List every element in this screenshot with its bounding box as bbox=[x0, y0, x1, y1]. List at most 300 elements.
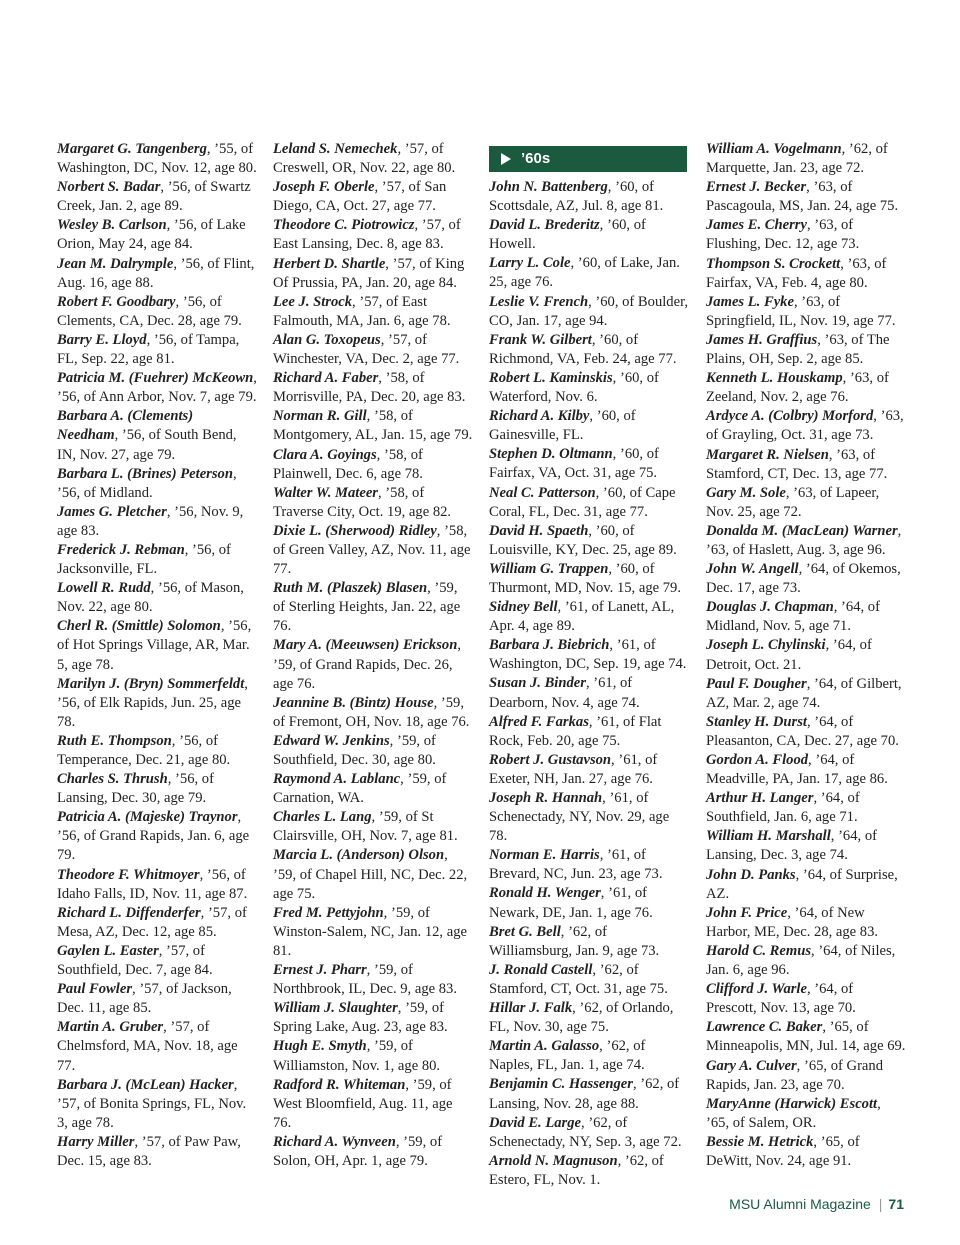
obituary-detail: , ’57, of Jackson, Dec. 11, age 85. bbox=[57, 981, 232, 1017]
obituary-name: William A. Vogelmann bbox=[706, 141, 842, 157]
obituary-entry bbox=[706, 522, 906, 560]
obituary-name: Marcia L. (Anderson) Olson bbox=[273, 847, 445, 864]
obituary-entry bbox=[489, 598, 689, 636]
obituary-detail: , ’58, of Traverse City, Oct. 19, age 82. bbox=[273, 484, 452, 520]
obituary-detail: , ’56, of Flint, Aug. 16, age 88. bbox=[57, 255, 255, 291]
obituary-detail: , ’57, of Winchester, VA, Dec. 2, age 77. bbox=[273, 331, 460, 368]
obituary-name: Gordon A. Flood bbox=[706, 752, 809, 768]
obituary-detail: , ’56, of Swartz Creek, Jan. 2, age 89. bbox=[57, 179, 251, 215]
obituary-entry bbox=[706, 369, 906, 407]
obituary-detail: , ’64, of New Harbor, ME, Dec. 28, age 83. bbox=[706, 904, 879, 940]
obituary-entry bbox=[273, 770, 473, 808]
obituary-detail: , ’57, of Creswell, OR, Nov. 22, age 80. bbox=[273, 141, 456, 177]
obituary-name: Frank W. Gilbert bbox=[489, 331, 592, 348]
obituary-detail: , ’60, of Lake, Jan. 25, age 76. bbox=[489, 255, 680, 291]
obituary-detail: , ’56, of Mason, Nov. 22, age 80. bbox=[57, 580, 244, 616]
obituary-detail: , ’64, of Surprise, AZ. bbox=[706, 866, 898, 902]
page-number: 71 bbox=[888, 1196, 904, 1212]
obituary-entry bbox=[706, 1057, 906, 1095]
obituary-entry bbox=[489, 751, 689, 789]
obituary-detail: , ’63, of Fairfax, VA, Feb. 4, age 80. bbox=[706, 255, 887, 291]
obituary-detail: , ’63, of Zeeland, Nov. 2, age 76. bbox=[706, 370, 889, 406]
obituary-detail: , ’64, of Gilbert, AZ, Mar. 2, age 74. bbox=[706, 675, 902, 711]
obituary-name: Dixie L. (Sherwood) Ridley bbox=[273, 522, 437, 539]
obituary-entry bbox=[57, 866, 257, 904]
obituary-name: Norbert S. Badar bbox=[57, 179, 161, 196]
obituary-detail: , ’63, of Grayling, Oct. 31, age 73. bbox=[706, 408, 904, 444]
obituary-detail: , ’57, of Mesa, AZ, Dec. 12, age 85. bbox=[57, 904, 247, 940]
obituary-name: J. Ronald Castell bbox=[489, 961, 593, 978]
obituary-entry bbox=[273, 579, 473, 636]
obituary-name: Cherl R. (Smittle) Solomon bbox=[57, 618, 221, 635]
footer-separator: | bbox=[878, 1196, 883, 1212]
obituary-detail: , ’56, of Lake Orion, May 24, age 84. bbox=[57, 217, 246, 253]
obituary-detail: , ’64, of Niles, Jan. 6, age 96. bbox=[706, 942, 896, 979]
obituary-detail: , ’60, of Louisville, KY, Dec. 25, age 89. bbox=[489, 522, 677, 558]
obituary-detail: , ’56, of Jacksonville, FL. bbox=[57, 541, 231, 578]
obituary-entry bbox=[57, 904, 257, 942]
obituary-name: Clifford J. Warle bbox=[706, 981, 807, 998]
obituary-detail: , ’59, of Carnation, WA. bbox=[273, 771, 447, 807]
obituary-detail: , ’60, of Howell. bbox=[489, 217, 646, 253]
obituary-entry bbox=[706, 140, 906, 178]
obituary-detail: , ’60, of Boulder, CO, Jan. 17, age 94. bbox=[489, 293, 688, 329]
obituary-detail: , ’56, of Idaho Falls, ID, Nov. 11, age 87. bbox=[57, 866, 248, 902]
obituary-name: Paul Fowler bbox=[57, 981, 133, 998]
obituary-entry bbox=[489, 484, 689, 522]
obituary-detail: , ’65, of Salem, OR. bbox=[706, 1095, 881, 1131]
obituary-name: Hugh E. Smyth bbox=[273, 1038, 367, 1055]
obituary-name: Ernest J. Pharr bbox=[273, 962, 367, 979]
obituary-entry bbox=[273, 904, 473, 961]
obituary-name: Ronald H. Wenger bbox=[489, 885, 601, 902]
obituary-name: Wesley B. Carlson bbox=[57, 217, 167, 234]
obituary-entry bbox=[489, 884, 689, 922]
obituary-entry bbox=[57, 808, 257, 865]
obituary-name: Barry E. Lloyd bbox=[57, 331, 147, 348]
obituary-entry bbox=[706, 331, 906, 369]
obituary-name: William G. Trappen bbox=[489, 560, 609, 577]
obituary-detail: , ’56, of Lansing, Dec. 30, age 79. bbox=[57, 771, 214, 807]
obituary-entry bbox=[489, 560, 689, 598]
obituary-entry bbox=[489, 331, 689, 369]
obituary-name: Alan G. Toxopeus bbox=[273, 331, 381, 348]
obituary-name: John W. Angell bbox=[706, 561, 799, 578]
obituary-detail: , ’56, of South Bend, IN, Nov. 27, age 79. bbox=[57, 427, 237, 463]
obituary-detail: , ’63, of Flushing, Dec. 12, age 73. bbox=[706, 217, 860, 253]
obituary-name: David L. Brederitz bbox=[489, 217, 600, 234]
obituary-name: Ardyce A. (Colbry) Morford bbox=[706, 408, 874, 425]
obituary-name: Joseph L. Chylinski bbox=[706, 637, 826, 654]
obituary-entry bbox=[489, 522, 689, 560]
obituary-entry bbox=[706, 675, 906, 713]
obituary-detail: , ’57, of East Falmouth, MA, Jan. 6, age 78. bbox=[273, 293, 451, 329]
obituary-detail: , ’64, of Detroit, Oct. 21. bbox=[706, 637, 872, 673]
obituary-name: Charles L. Lang bbox=[273, 809, 372, 826]
obituary-name: Thompson S. Crockett bbox=[706, 255, 841, 272]
obituary-name: Ernest J. Becker bbox=[706, 179, 807, 196]
obituary-detail: , ’64, of Southfield, Jan. 6, age 71. bbox=[706, 790, 860, 826]
obituary-entry bbox=[57, 541, 257, 579]
obituary-entry bbox=[489, 961, 689, 999]
obituary-detail: , ’62, of Marquette, Jan. 23, age 72. bbox=[706, 141, 888, 177]
obituary-entry bbox=[57, 1018, 257, 1075]
obituary-column-1 bbox=[57, 140, 257, 1171]
obituary-entry bbox=[489, 713, 689, 751]
obituary-detail: , ’64, of Midland, Nov. 5, age 71. bbox=[706, 599, 880, 635]
obituary-name: Walter W. Mateer bbox=[273, 484, 378, 501]
obituary-entry bbox=[57, 407, 257, 464]
obituary-entry bbox=[489, 1075, 689, 1113]
obituary-name: Susan J. Binder bbox=[489, 675, 586, 692]
obituary-entry bbox=[273, 846, 473, 903]
obituary-detail: , ’65, of Minneapolis, MN, Jul. 14, age 69. bbox=[706, 1019, 906, 1055]
obituary-detail: , ’60, of Scottsdale, AZ, Jul. 8, age 81. bbox=[489, 179, 664, 215]
obituary-name: Robert L. Kaminskis bbox=[489, 369, 613, 386]
obituary-entry bbox=[706, 560, 906, 598]
obituary-name: Hillar J. Falk bbox=[489, 1000, 573, 1017]
obituary-name: Marilyn J. (Bryn) Sommerfeldt bbox=[57, 675, 245, 692]
obituary-name: Neal C. Patterson bbox=[489, 484, 596, 501]
obituary-entry bbox=[273, 1037, 473, 1075]
obituary-name: Paul F. Dougher bbox=[706, 675, 807, 692]
obituary-name: John D. Panks bbox=[706, 866, 796, 883]
obituary-name: Sidney Bell bbox=[489, 599, 558, 616]
obituary-detail: , ’61, of Flat Rock, Feb. 20, age 75. bbox=[489, 713, 662, 749]
obituary-name: Alfred F. Farkas bbox=[489, 713, 589, 730]
obituary-entry bbox=[489, 1114, 689, 1152]
obituary-name: Gaylen L. Easter bbox=[57, 942, 159, 959]
obituary-name: Stanley H. Durst bbox=[706, 713, 807, 730]
obituary-name: Raymond A. Lablanc bbox=[273, 771, 401, 788]
obituary-detail: , ’62, of Orlando, FL, Nov. 30, age 75. bbox=[489, 1000, 674, 1036]
obituary-detail: , ’59, of St Clairsville, OH, Nov. 7, age 81. bbox=[273, 809, 458, 845]
obituary-name: Richard L. Diffenderfer bbox=[57, 904, 201, 921]
obituary-entry bbox=[273, 1076, 473, 1133]
obituary-detail: , ’60, of Thurmont, MD, Nov. 15, age 79. bbox=[489, 560, 681, 596]
obituary-entry bbox=[57, 216, 257, 254]
obituary-name: Stephen D. Oltmann bbox=[489, 446, 613, 463]
obituary-entry bbox=[489, 293, 689, 331]
obituary-detail: , ’59, of Williamston, Nov. 1, age 80. bbox=[273, 1038, 441, 1074]
obituary-entry bbox=[489, 636, 689, 674]
obituary-detail: , ’61, of Washington, DC, Sep. 19, age 74. bbox=[489, 637, 687, 673]
obituary-entry bbox=[706, 407, 906, 445]
obituary-detail: , ’63, of Pascagoula, MS, Jan. 24, age 75. bbox=[706, 179, 899, 215]
obituary-entry bbox=[57, 732, 257, 770]
obituary-name: Ruth E. Thompson bbox=[57, 732, 172, 749]
obituary-entry bbox=[57, 503, 257, 541]
obituary-entry bbox=[273, 999, 473, 1037]
obituary-entry bbox=[273, 331, 473, 369]
obituary-entry bbox=[57, 942, 257, 980]
obituary-name: Lowell R. Rudd bbox=[57, 580, 151, 597]
obituary-name: John F. Price bbox=[706, 904, 788, 921]
obituary-entry bbox=[57, 255, 257, 293]
obituary-detail: , ’63, of Lapeer, Nov. 25, age 72. bbox=[706, 484, 880, 520]
obituary-detail: , ’65, of DeWitt, Nov. 24, age 91. bbox=[706, 1133, 860, 1169]
obituary-entry bbox=[489, 216, 689, 254]
obituary-entry bbox=[273, 732, 473, 770]
obituary-entry bbox=[706, 1018, 906, 1056]
obituary-entry bbox=[489, 674, 689, 712]
obituary-name: Barbara J. Biebrich bbox=[489, 637, 610, 654]
obituary-entry bbox=[489, 254, 689, 292]
obituary-entry bbox=[706, 827, 906, 865]
obituary-name: Gary M. Sole bbox=[706, 484, 786, 501]
obituary-detail: , ’59, of Spring Lake, Aug. 23, age 83. bbox=[273, 1000, 448, 1036]
obituary-entry bbox=[706, 598, 906, 636]
obituary-detail: , ’63, of Springfield, IL, Nov. 19, age 77. bbox=[706, 293, 896, 329]
obituary-name: Barbara A. (Clements) Needham bbox=[57, 408, 194, 444]
chevron-right-icon bbox=[499, 153, 511, 165]
obituary-name: James G. Pletcher bbox=[57, 503, 167, 520]
obituary-detail: , ’63, of Haslett, Aug. 3, age 96. bbox=[706, 522, 902, 558]
obituary-detail: , ’57, of East Lansing, Dec. 8, age 83. bbox=[273, 217, 461, 253]
obituary-name: Patricia M. (Fuehrer) McKeown bbox=[57, 370, 254, 387]
obituary-detail: , ’61, of Schenectady, NY, Nov. 29, age 78. bbox=[489, 790, 670, 845]
obituary-name: Barbara J. (McLean) Hacker bbox=[57, 1076, 234, 1093]
obituary-name: Barbara L. (Brines) Peterson bbox=[57, 465, 233, 482]
obituary-name: Joseph F. Oberle bbox=[273, 179, 375, 196]
obituary-name: Mary A. (Meeuwsen) Erickson bbox=[273, 637, 458, 654]
obituary-name: Harry Miller bbox=[57, 1133, 135, 1150]
obituary-entry bbox=[706, 751, 906, 789]
obituary-detail: , ’64, of Pleasanton, CA, Dec. 27, age 70. bbox=[706, 713, 899, 749]
obituary-detail: , ’58, of Green Valley, AZ, Nov. 11, age 77. bbox=[273, 522, 471, 578]
obituary-name: Frederick J. Rebman bbox=[57, 541, 185, 558]
obituary-detail: , ’59, of Northbrook, IL, Dec. 9, age 83. bbox=[273, 962, 457, 998]
obituary-name: Theodore C. Piotrowicz bbox=[273, 217, 415, 234]
obituary-name: Leslie V. French bbox=[489, 293, 589, 310]
obituary-name: Norman R. Gill bbox=[273, 408, 367, 425]
obituary-entry bbox=[706, 1133, 906, 1171]
obituary-entry bbox=[57, 1133, 257, 1171]
obituary-entry bbox=[273, 255, 473, 293]
obituary-name: James H. Graffius bbox=[706, 331, 818, 348]
obituary-column-4 bbox=[706, 140, 906, 1171]
obituary-entry bbox=[273, 636, 473, 693]
obituary-detail: , ’56, of Grand Rapids, Jan. 6, age 79. bbox=[57, 809, 250, 864]
obituary-detail: , ’57, of Southfield, Dec. 7, age 84. bbox=[57, 942, 213, 979]
obituary-column-2 bbox=[273, 140, 473, 1171]
obituary-entry bbox=[57, 1076, 257, 1133]
obituary-detail: , ’60, of Fairfax, VA, Oct. 31, age 75. bbox=[489, 446, 659, 482]
obituary-name: Lawrence C. Baker bbox=[706, 1019, 823, 1036]
section-header-60s bbox=[489, 146, 687, 172]
obituary-entry bbox=[489, 923, 689, 961]
obituary-detail: , ’65, of Grand Rapids, Jan. 23, age 70. bbox=[706, 1057, 883, 1093]
obituary-detail: , ’56, of Tampa, FL, Sep. 22, age 81. bbox=[57, 331, 240, 368]
obituary-entry bbox=[489, 789, 689, 846]
obituary-name: Donalda M. (MacLean) Warner bbox=[706, 522, 898, 539]
obituary-entry bbox=[489, 846, 689, 884]
section-header-label: ’60s bbox=[521, 150, 551, 167]
obituary-name: Richard A. Kilby bbox=[489, 408, 590, 425]
obituary-entry bbox=[57, 293, 257, 331]
obituary-detail: , ’64, of Prescott, Nov. 13, age 70. bbox=[706, 981, 856, 1017]
obituary-entry bbox=[706, 446, 906, 484]
obituary-name: Martin A. Gruber bbox=[57, 1019, 164, 1036]
obituary-entry bbox=[706, 942, 906, 980]
obituary-entry bbox=[706, 713, 906, 751]
obituary-entry bbox=[706, 980, 906, 1018]
obituary-entry bbox=[706, 216, 906, 254]
obituary-detail: , ’61, of Brevard, NC, Jun. 23, age 73. bbox=[489, 847, 663, 883]
obituary-entry bbox=[706, 636, 906, 674]
obituary-name: Robert F. Goodbary bbox=[57, 293, 176, 310]
obituary-name: Benjamin C. Hassenger bbox=[489, 1076, 633, 1093]
obituary-name: Richard A. Wynveen bbox=[273, 1133, 396, 1150]
obituary-name: Joseph R. Hannah bbox=[489, 790, 603, 806]
obituary-name: William J. Slaughter bbox=[273, 1000, 398, 1017]
obituary-entry bbox=[57, 980, 257, 1018]
obituary-name: Margaret G. Tangenberg bbox=[57, 141, 207, 157]
obituary-detail: , ’56, Nov. 9, age 83. bbox=[57, 503, 244, 539]
magazine-title: MSU Alumni Magazine bbox=[729, 1196, 871, 1212]
obituary-name: Jean M. Dalrymple bbox=[57, 255, 174, 272]
obituary-entry bbox=[57, 465, 257, 503]
obituary-entry bbox=[273, 293, 473, 331]
obituary-entry bbox=[489, 445, 689, 483]
obituary-detail: , ’62, of Williamsburg, Jan. 9, age 73. bbox=[489, 923, 660, 959]
obituary-name: Charles S. Thrush bbox=[57, 771, 168, 788]
obituary-name: Norman E. Harris bbox=[489, 847, 600, 864]
obituary-detail: , ’59, of Solon, OH, Apr. 1, age 79. bbox=[273, 1133, 443, 1169]
obituary-detail: , ’57, of Chelmsford, MA, Nov. 18, age 77. bbox=[57, 1019, 238, 1074]
obituary-entry bbox=[706, 484, 906, 522]
obituary-name: Ruth M. (Plaszek) Blasen bbox=[273, 580, 428, 597]
obituary-detail: , ’60, of Waterford, Nov. 6. bbox=[489, 369, 659, 406]
obituary-entry bbox=[273, 1133, 473, 1171]
obituary-detail: , ’61, of Exeter, NH, Jan. 27, age 76. bbox=[489, 751, 658, 787]
obituary-entry bbox=[57, 617, 257, 674]
obituary-detail: , ’55, of Washington, DC, Nov. 12, age 80. bbox=[57, 141, 257, 177]
obituary-detail: , ’56, of Hot Springs Village, AR, Mar. 5, age 78. bbox=[57, 618, 252, 673]
obituary-detail: , ’59, of Chapel Hill, NC, Dec. 22, age 75. bbox=[273, 847, 468, 902]
obituary-detail: , ’59, of Fremont, OH, Nov. 18, age 76. bbox=[273, 694, 470, 730]
obituary-detail: , ’58, of Montgomery, AL, Jan. 15, age 79. bbox=[273, 408, 473, 444]
obituary-detail: , ’56, of Ann Arbor, Nov. 7, age 79. bbox=[57, 370, 257, 406]
obituary-detail: , ’56, of Midland. bbox=[57, 465, 237, 501]
obituary-detail: , ’60, of Gainesville, FL. bbox=[489, 408, 636, 444]
obituary-detail: , ’60, of Cape Coral, FL, Dec. 31, age 77. bbox=[489, 484, 676, 520]
obituary-detail: , ’62, of Lansing, Nov. 28, age 88. bbox=[489, 1076, 680, 1112]
obituary-column-3 bbox=[489, 146, 689, 1190]
obituary-detail: , ’57, of Paw Paw, Dec. 15, age 83. bbox=[57, 1133, 241, 1169]
obituary-name: Harold C. Remus bbox=[706, 942, 812, 959]
obituary-detail: , ’62, of Schenectady, NY, Sep. 3, age 72. bbox=[489, 1114, 682, 1150]
obituary-detail: , ’56, of Elk Rapids, Jun. 25, age 78. bbox=[57, 675, 248, 730]
obituary-detail: , ’57, of Bonita Springs, FL, Nov. 3, age 78. bbox=[57, 1076, 247, 1131]
obituary-name: Arthur H. Langer bbox=[706, 790, 814, 807]
obituary-entry bbox=[57, 140, 257, 178]
obituary-detail: , ’62, of Stamford, CT, Oct. 31, age 75. bbox=[489, 961, 668, 997]
obituary-entry bbox=[57, 675, 257, 732]
obituary-entry bbox=[273, 369, 473, 407]
obituary-detail: , ’56, of Temperance, Dec. 21, age 80. bbox=[57, 732, 231, 768]
obituary-entry bbox=[706, 1095, 906, 1133]
obituary-entry bbox=[273, 407, 473, 445]
obituary-detail: , ’59, of Grand Rapids, Dec. 26, age 76. bbox=[273, 637, 461, 692]
obituary-name: Martin A. Galasso bbox=[489, 1038, 600, 1055]
obituary-detail: , ’59, of Southfield, Dec. 30, age 80. bbox=[273, 732, 436, 768]
obituary-entry bbox=[273, 484, 473, 522]
obituary-entry bbox=[273, 694, 473, 732]
obituary-entry bbox=[489, 999, 689, 1037]
obituary-name: Arnold N. Magnuson bbox=[489, 1152, 618, 1169]
obituary-entry bbox=[57, 331, 257, 369]
obituary-detail: , ’58, of Plainwell, Dec. 6, age 78. bbox=[273, 446, 423, 482]
obituary-name: Lee J. Strock bbox=[273, 293, 353, 310]
obituary-name: William H. Marshall bbox=[706, 828, 831, 845]
obituary-entry bbox=[489, 407, 689, 445]
obituary-detail: , ’56, of Clements, CA, Dec. 28, age 79. bbox=[57, 293, 242, 329]
obituary-entry bbox=[273, 216, 473, 254]
obituary-detail: , ’63, of The Plains, OH, Sep. 2, age 85. bbox=[706, 331, 890, 368]
obituary-entry bbox=[706, 789, 906, 827]
obituary-name: Radford R. Whiteman bbox=[273, 1076, 406, 1093]
obituary-entry bbox=[706, 293, 906, 331]
obituary-entry bbox=[273, 522, 473, 579]
obituary-entry bbox=[489, 369, 689, 407]
obituary-entry bbox=[57, 369, 257, 407]
obituary-name: MaryAnne (Harwick) Escott bbox=[706, 1095, 878, 1112]
obituary-detail: , ’63, of Stamford, CT, Dec. 13, age 77. bbox=[706, 446, 888, 482]
obituary-name: Robert J. Gustavson bbox=[489, 751, 612, 768]
obituary-name: Margaret R. Nielsen bbox=[706, 446, 829, 463]
obituary-entry bbox=[273, 961, 473, 999]
obituary-name: Patricia A. (Majeske) Traynor bbox=[57, 809, 238, 826]
obituary-name: Kenneth L. Houskamp bbox=[706, 370, 843, 387]
obituary-name: James E. Cherry bbox=[706, 217, 807, 234]
obituary-name: Leland S. Nemechek bbox=[273, 141, 398, 157]
obituary-detail: , ’59, of West Bloomfield, Aug. 11, age 76. bbox=[273, 1076, 453, 1131]
obituary-name: Bret G. Bell bbox=[489, 923, 561, 940]
obituary-entry bbox=[57, 579, 257, 617]
obituary-name: Richard A. Faber bbox=[273, 370, 379, 387]
obituary-entry bbox=[489, 1152, 689, 1190]
page-footer bbox=[729, 1196, 904, 1212]
obituary-entry bbox=[489, 1037, 689, 1075]
obituary-name: Jeannine B. (Bintz) House bbox=[273, 694, 434, 711]
obituary-entry bbox=[706, 178, 906, 216]
obituary-detail: , ’64, of Okemos, Dec. 17, age 73. bbox=[706, 561, 901, 597]
obituary-detail: , ’60, of Richmond, VA, Feb. 24, age 77. bbox=[489, 331, 677, 367]
obituary-entry bbox=[57, 178, 257, 216]
obituary-detail: , ’64, of Lansing, Dec. 3, age 74. bbox=[706, 828, 877, 864]
obituary-entry bbox=[273, 178, 473, 216]
obituary-detail: , ’64, of Meadville, PA, Jan. 17, age 86. bbox=[706, 752, 888, 788]
obituary-name: Fred M. Pettyjohn bbox=[273, 904, 384, 921]
obituary-detail: , ’58, of Morrisville, PA, Dec. 20, age 83. bbox=[273, 370, 466, 406]
obituary-detail: , ’61, of Lanett, AL, Apr. 4, age 89. bbox=[489, 599, 675, 635]
obituary-name: Douglas J. Chapman bbox=[706, 599, 834, 616]
obituary-name: John N. Battenberg bbox=[489, 179, 608, 195]
obituary-detail: , ’62, of Naples, FL, Jan. 1, age 74. bbox=[489, 1038, 646, 1074]
obituary-entry bbox=[57, 770, 257, 808]
obituary-name: Edward W. Jenkins bbox=[273, 732, 390, 749]
obituary-detail: , ’59, of Sterling Heights, Jan. 22, age 76. bbox=[273, 580, 461, 635]
obituary-name: David E. Large bbox=[489, 1114, 582, 1131]
obituary-name: Theodore F. Whitmoyer bbox=[57, 866, 200, 883]
obituary-name: Herbert D. Shartle bbox=[273, 255, 386, 272]
obituary-entry bbox=[273, 808, 473, 846]
obituary-name: Larry L. Cole bbox=[489, 255, 571, 272]
obituary-name: David H. Spaeth bbox=[489, 522, 589, 539]
obituary-entry bbox=[706, 904, 906, 942]
obituary-name: James L. Fyke bbox=[706, 293, 794, 310]
